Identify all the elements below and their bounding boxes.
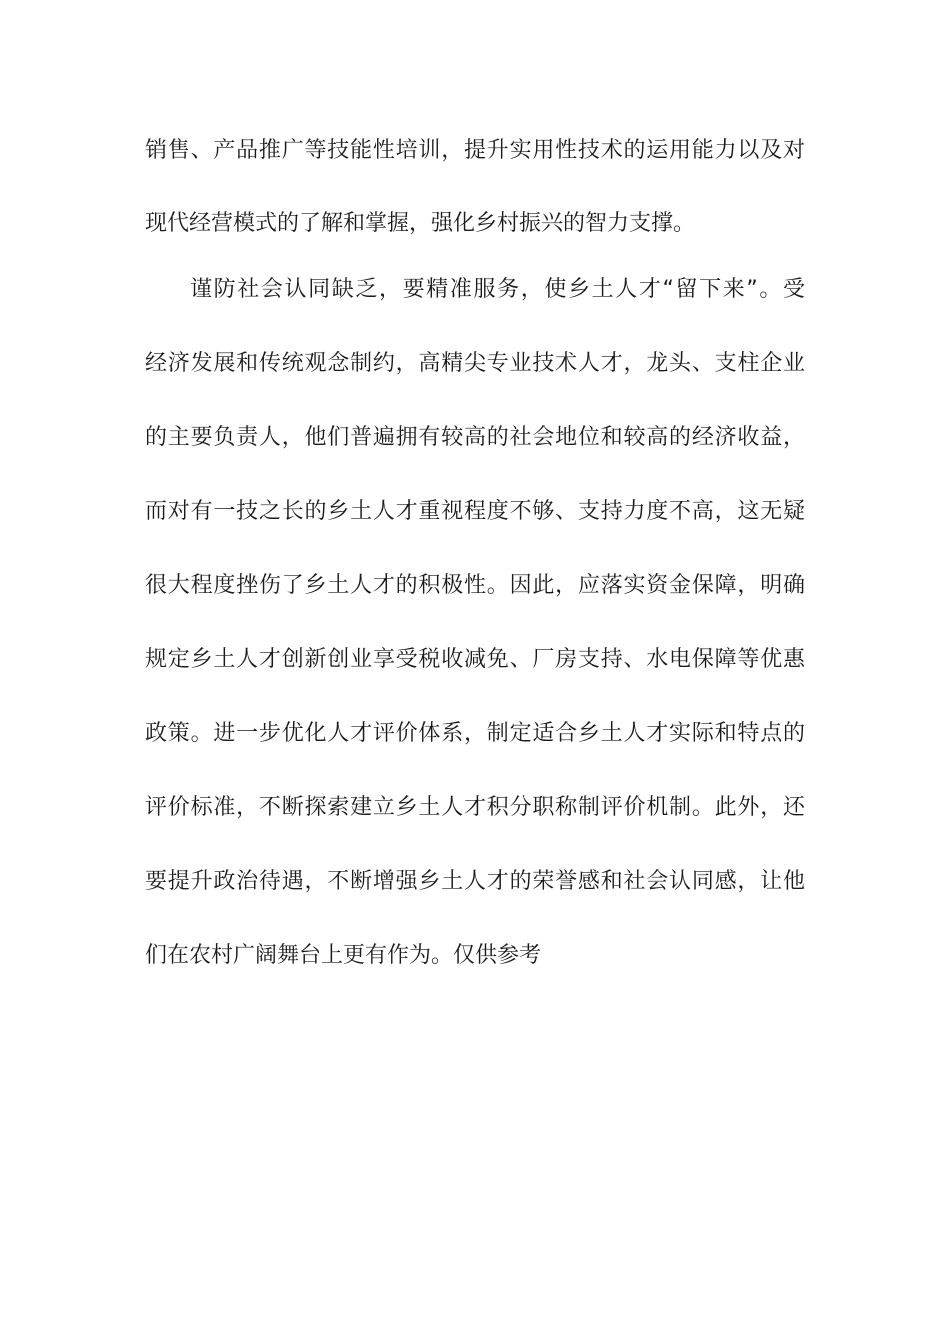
text-line-8: 规定乡土人才创新创业享受税收减免、厂房支持、水电保障等优惠	[145, 647, 805, 672]
text-line-6: 而对有一技之长的乡土人才重视程度不够、支持力度不高，这无疑	[145, 499, 805, 524]
text-line-12: 们在农村广阔舞台上更有作为。仅供参考	[145, 943, 542, 968]
text-line-1: 销售、产品推广等技能性培训，提升实用性技术的运用能力以及对	[145, 138, 805, 163]
text-line-10: 评价标准，不断探索建立乡土人才积分职称制评价机制。此外，还	[145, 795, 805, 820]
text-line-5: 的主要负责人，他们普遍拥有较高的社会地位和较高的经济收益，	[145, 425, 805, 450]
paragraph-start-line: 谨防社会认同缺乏，要精准服务，使乡土人才“留下来”。受	[190, 277, 805, 302]
text-line-2: 现代经营模式的了解和掌握，强化乡村振兴的智力支撑。	[145, 211, 696, 236]
text-line-7: 很大程度挫伤了乡土人才的积极性。因此，应落实资金保障，明确	[145, 573, 805, 598]
text-line-4: 经济发展和传统观念制约，高精尖专业技术人才，龙头、支柱企业	[145, 351, 805, 376]
text-line-9: 政策。进一步优化人才评价体系，制定适合乡土人才实际和特点的	[145, 721, 805, 746]
text-line-11: 要提升政治待遇，不断增强乡土人才的荣誉感和社会认同感，让他	[145, 869, 805, 894]
